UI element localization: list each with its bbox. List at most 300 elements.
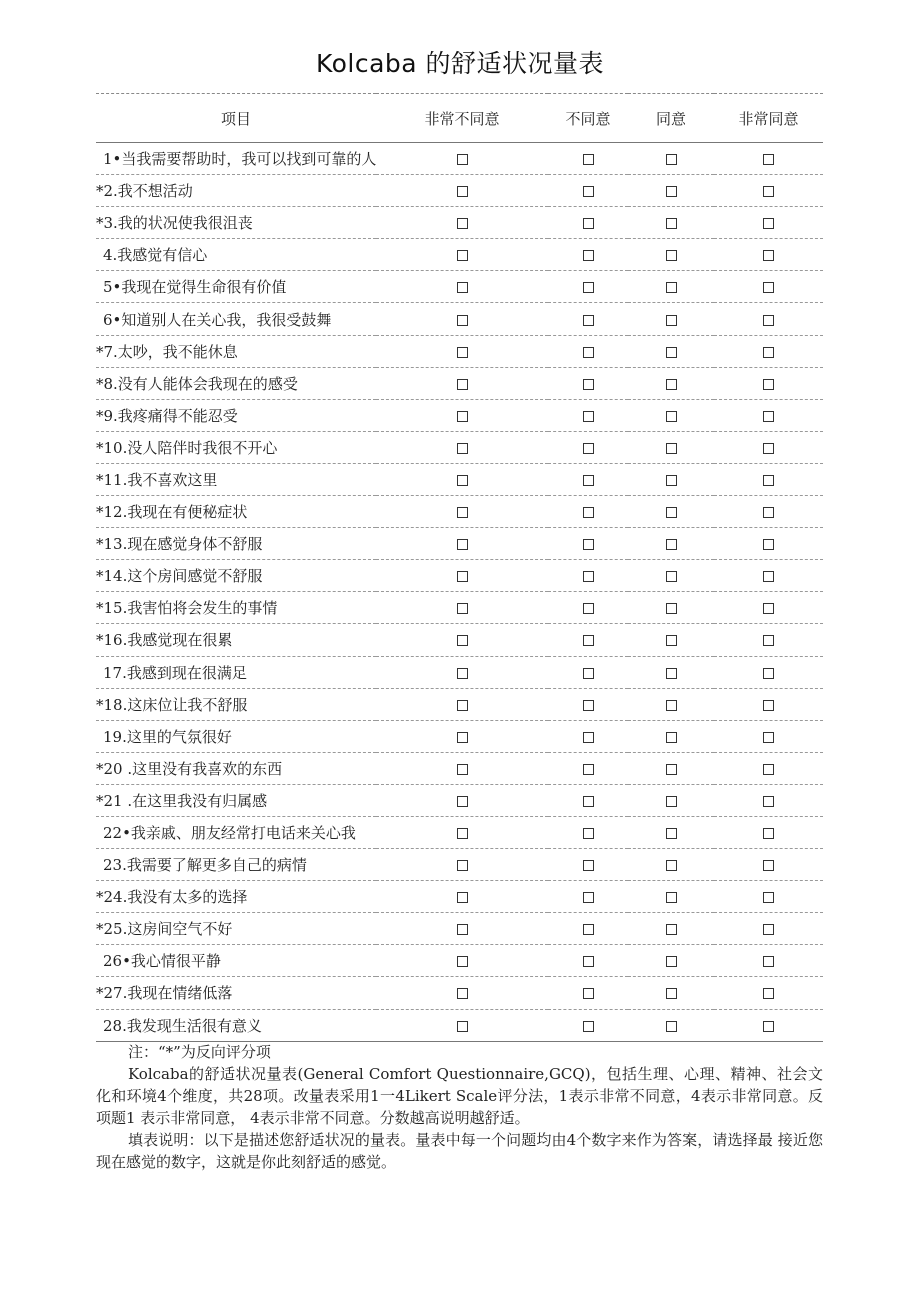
- checkbox-strongly-agree[interactable]: [763, 700, 774, 711]
- checkbox-disagree[interactable]: [583, 250, 594, 261]
- checkbox-strongly-disagree[interactable]: [457, 315, 468, 326]
- checkbox-agree[interactable]: [666, 635, 677, 646]
- item-label-cell: [96, 271, 376, 303]
- checkbox-strongly-disagree[interactable]: [457, 956, 468, 967]
- checkbox-strongly-disagree[interactable]: [457, 892, 468, 903]
- answer-cell-strongly-disagree: [376, 175, 548, 207]
- answer-cell-strongly-agree: [714, 1009, 823, 1041]
- answer-cell-strongly-agree: [714, 881, 823, 913]
- answer-cell-agree: [628, 688, 714, 720]
- checkbox-agree[interactable]: [666, 764, 677, 775]
- answer-cell-agree: [628, 624, 714, 656]
- checkbox-strongly-disagree[interactable]: [457, 282, 468, 293]
- reverse-scoring-note: 注：“*”为反向评分项: [128, 1043, 271, 1061]
- answer-cell-disagree: [548, 945, 628, 977]
- checkbox-agree[interactable]: [666, 571, 677, 582]
- answer-cell-strongly-agree: [714, 239, 823, 271]
- answer-cell-strongly-disagree: [376, 752, 548, 784]
- answer-cell-agree: [628, 656, 714, 688]
- item-label: *24.我没有太多的选择: [96, 888, 248, 907]
- answer-cell-agree: [628, 367, 714, 399]
- checkbox-disagree[interactable]: [583, 668, 594, 679]
- item-label: *2.我不想活动: [96, 182, 193, 201]
- answer-cell-strongly-disagree: [376, 367, 548, 399]
- checkbox-strongly-agree[interactable]: [763, 732, 774, 743]
- scale-description: Kolcaba的舒适状况量表(General Comfort Questionnaire,GCQ)，包括生理、心理、精神、社会文 化和环境4个维度，共28项。改量表采用1一4Likert Scale评分法，1表示非常不同意，4表示非常同意。反项题1 表示非常同意， 4表示非常不同意。分数越高说明越舒适。: [96, 1065, 823, 1127]
- answer-cell-agree: [628, 496, 714, 528]
- checkbox-strongly-disagree[interactable]: [457, 860, 468, 871]
- item-label-cell: [96, 560, 376, 592]
- checkbox-strongly-agree[interactable]: [763, 988, 774, 999]
- item-label: *12.我现在有便秘症状: [96, 503, 248, 522]
- item-label-cell: [96, 720, 376, 752]
- item-label: 5•我现在觉得生命很有价值: [103, 278, 287, 297]
- table-row: [96, 816, 823, 848]
- checkbox-disagree[interactable]: [583, 571, 594, 582]
- checkbox-disagree[interactable]: [583, 892, 594, 903]
- table-row: [96, 656, 823, 688]
- table-row: [96, 720, 823, 752]
- checkbox-strongly-disagree[interactable]: [457, 539, 468, 550]
- answer-cell-disagree: [548, 271, 628, 303]
- checkbox-strongly-agree[interactable]: [763, 860, 774, 871]
- checkbox-strongly-agree[interactable]: [763, 411, 774, 422]
- fill-instructions: 填表说明：以下是描述您舒适状况的量表。量表中每一个问题均由4个数字来作为答案，请选择最 接近您现在感觉的数字，这就是你此刻舒适的感觉。: [96, 1131, 823, 1171]
- checkbox-strongly-disagree[interactable]: [457, 603, 468, 614]
- checkbox-disagree[interactable]: [583, 475, 594, 486]
- checkbox-strongly-agree[interactable]: [763, 475, 774, 486]
- table-row: [96, 528, 823, 560]
- item-label-cell: [96, 303, 376, 335]
- table-header-row: [96, 94, 823, 143]
- item-label-cell: [96, 496, 376, 528]
- item-label-cell: [96, 175, 376, 207]
- checkbox-disagree[interactable]: [583, 700, 594, 711]
- answer-cell-disagree: [548, 528, 628, 560]
- checkbox-agree[interactable]: [666, 411, 677, 422]
- document-title: Kolcaba 的舒适状况量表: [315, 49, 605, 78]
- checkbox-strongly-disagree[interactable]: [457, 475, 468, 486]
- table-row: [96, 399, 823, 431]
- item-label-cell: [96, 1009, 376, 1041]
- checkbox-strongly-disagree[interactable]: [457, 186, 468, 197]
- table-row: [96, 1009, 823, 1041]
- item-label: 6•知道别人在关心我，我很受鼓舞: [103, 310, 332, 329]
- answer-cell-disagree: [548, 1009, 628, 1041]
- table-row: [96, 303, 823, 335]
- header-strongly-disagree: 非常不同意: [424, 109, 500, 128]
- checkbox-agree[interactable]: [666, 828, 677, 839]
- table-row: [96, 496, 823, 528]
- answer-cell-agree: [628, 143, 714, 175]
- item-label: *7.太吵，我不能休息: [96, 342, 238, 361]
- table-row: [96, 335, 823, 367]
- answer-cell-strongly-agree: [714, 431, 823, 463]
- checkbox-disagree[interactable]: [583, 154, 594, 165]
- checkbox-disagree[interactable]: [583, 603, 594, 614]
- checkbox-strongly-disagree[interactable]: [457, 668, 468, 679]
- answer-cell-agree: [628, 784, 714, 816]
- answer-cell-agree: [628, 335, 714, 367]
- answer-cell-agree: [628, 881, 714, 913]
- checkbox-strongly-disagree[interactable]: [457, 796, 468, 807]
- answer-cell-disagree: [548, 688, 628, 720]
- answer-cell-strongly-disagree: [376, 624, 548, 656]
- item-label-cell: [96, 367, 376, 399]
- answer-cell-strongly-agree: [714, 528, 823, 560]
- answer-cell-strongly-agree: [714, 496, 823, 528]
- answer-cell-strongly-agree: [714, 816, 823, 848]
- answer-cell-strongly-disagree: [376, 881, 548, 913]
- item-label-cell: [96, 528, 376, 560]
- checkbox-agree[interactable]: [666, 475, 677, 486]
- item-rows: [96, 143, 823, 1042]
- header-agree: 同意: [655, 109, 686, 128]
- checkbox-agree[interactable]: [666, 924, 677, 935]
- item-label: 4.我感觉有信心: [103, 246, 208, 265]
- answer-cell-agree: [628, 913, 714, 945]
- answer-cell-strongly-disagree: [376, 399, 548, 431]
- answer-cell-strongly-agree: [714, 335, 823, 367]
- answer-cell-disagree: [548, 175, 628, 207]
- answer-cell-strongly-agree: [714, 656, 823, 688]
- checkbox-strongly-disagree[interactable]: [457, 347, 468, 358]
- answer-cell-disagree: [548, 752, 628, 784]
- checkbox-disagree[interactable]: [583, 828, 594, 839]
- checkbox-strongly-disagree[interactable]: [457, 732, 468, 743]
- checkbox-strongly-disagree[interactable]: [457, 379, 468, 390]
- table-row: [96, 592, 823, 624]
- table-row: [96, 463, 823, 495]
- checkbox-strongly-agree[interactable]: [763, 154, 774, 165]
- table-row: [96, 367, 823, 399]
- answer-cell-strongly-agree: [714, 849, 823, 881]
- checkbox-disagree[interactable]: [583, 732, 594, 743]
- header-item: 项目: [220, 109, 251, 128]
- answer-cell-strongly-disagree: [376, 271, 548, 303]
- checkbox-disagree[interactable]: [583, 988, 594, 999]
- checkbox-strongly-agree[interactable]: [763, 571, 774, 582]
- checkbox-strongly-agree[interactable]: [763, 282, 774, 293]
- checkbox-agree[interactable]: [666, 860, 677, 871]
- checkbox-strongly-disagree[interactable]: [457, 154, 468, 165]
- answer-cell-strongly-agree: [714, 688, 823, 720]
- checkbox-disagree[interactable]: [583, 507, 594, 518]
- item-label: *13.现在感觉身体不舒服: [96, 535, 263, 554]
- answer-cell-disagree: [548, 399, 628, 431]
- table-row: [96, 849, 823, 881]
- checkbox-disagree[interactable]: [583, 1021, 594, 1032]
- table-row: [96, 431, 823, 463]
- item-label: *16.我感觉现在很累: [96, 631, 233, 650]
- checkbox-disagree[interactable]: [583, 796, 594, 807]
- answer-cell-agree: [628, 720, 714, 752]
- answer-cell-disagree: [548, 207, 628, 239]
- checkbox-agree[interactable]: [666, 443, 677, 454]
- checkbox-disagree[interactable]: [583, 443, 594, 454]
- item-label: *18.这床位让我不舒服: [96, 695, 248, 714]
- answer-cell-agree: [628, 528, 714, 560]
- answer-cell-disagree: [548, 303, 628, 335]
- checkbox-strongly-agree[interactable]: [763, 443, 774, 454]
- checkbox-strongly-agree[interactable]: [763, 924, 774, 935]
- notes: [96, 1041, 823, 1173]
- checkbox-strongly-agree[interactable]: [763, 796, 774, 807]
- answer-cell-strongly-agree: [714, 592, 823, 624]
- checkbox-disagree[interactable]: [583, 282, 594, 293]
- checkbox-strongly-agree[interactable]: [763, 507, 774, 518]
- answer-cell-strongly-agree: [714, 560, 823, 592]
- checkbox-strongly-disagree[interactable]: [457, 988, 468, 999]
- answer-cell-strongly-disagree: [376, 207, 548, 239]
- checkbox-strongly-agree[interactable]: [763, 668, 774, 679]
- answer-cell-strongly-agree: [714, 367, 823, 399]
- checkbox-strongly-disagree[interactable]: [457, 443, 468, 454]
- checkbox-agree[interactable]: [666, 539, 677, 550]
- answer-cell-strongly-disagree: [376, 913, 548, 945]
- checkbox-agree[interactable]: [666, 507, 677, 518]
- answer-cell-strongly-agree: [714, 271, 823, 303]
- answer-cell-disagree: [548, 335, 628, 367]
- item-label-cell: [96, 431, 376, 463]
- table-row: [96, 688, 823, 720]
- checkbox-agree[interactable]: [666, 700, 677, 711]
- checkbox-strongly-disagree[interactable]: [457, 635, 468, 646]
- answer-cell-strongly-disagree: [376, 528, 548, 560]
- checkbox-strongly-disagree[interactable]: [457, 218, 468, 229]
- answer-cell-strongly-disagree: [376, 816, 548, 848]
- answer-cell-agree: [628, 752, 714, 784]
- answer-cell-disagree: [548, 431, 628, 463]
- answer-cell-agree: [628, 207, 714, 239]
- checkbox-strongly-disagree[interactable]: [457, 411, 468, 422]
- answer-cell-strongly-agree: [714, 913, 823, 945]
- answer-cell-agree: [628, 849, 714, 881]
- answer-cell-agree: [628, 560, 714, 592]
- checkbox-strongly-agree[interactable]: [763, 764, 774, 775]
- table-row: [96, 752, 823, 784]
- item-label: 19.这里的气氛很好: [103, 727, 232, 746]
- item-label: 23.我需要了解更多自己的病情: [103, 856, 307, 875]
- answer-cell-agree: [628, 303, 714, 335]
- item-label-cell: [96, 849, 376, 881]
- item-label: *21 .在这里我没有归属感: [96, 791, 268, 810]
- checkbox-agree[interactable]: [666, 186, 677, 197]
- item-label-cell: [96, 881, 376, 913]
- answer-cell-strongly-disagree: [376, 335, 548, 367]
- checkbox-disagree[interactable]: [583, 635, 594, 646]
- checkbox-agree[interactable]: [666, 988, 677, 999]
- answer-cell-disagree: [548, 239, 628, 271]
- item-label: *11.我不喜欢这里: [96, 470, 218, 489]
- answer-cell-strongly-agree: [714, 207, 823, 239]
- checkbox-agree[interactable]: [666, 250, 677, 261]
- answer-cell-strongly-agree: [714, 303, 823, 335]
- checkbox-strongly-disagree[interactable]: [457, 250, 468, 261]
- answer-cell-strongly-agree: [714, 399, 823, 431]
- answer-cell-strongly-agree: [714, 463, 823, 495]
- answer-cell-disagree: [548, 816, 628, 848]
- answer-cell-agree: [628, 399, 714, 431]
- checkbox-strongly-disagree[interactable]: [457, 828, 468, 839]
- answer-cell-disagree: [548, 881, 628, 913]
- item-label-cell: [96, 945, 376, 977]
- checkbox-disagree[interactable]: [583, 764, 594, 775]
- answer-cell-strongly-agree: [714, 143, 823, 175]
- item-label-cell: [96, 688, 376, 720]
- answer-cell-strongly-disagree: [376, 720, 548, 752]
- checkbox-strongly-disagree[interactable]: [457, 764, 468, 775]
- answer-cell-strongly-disagree: [376, 945, 548, 977]
- answer-cell-disagree: [548, 560, 628, 592]
- answer-cell-strongly-agree: [714, 977, 823, 1009]
- answer-cell-agree: [628, 271, 714, 303]
- table-row: [96, 945, 823, 977]
- answer-cell-strongly-disagree: [376, 463, 548, 495]
- answer-cell-disagree: [548, 656, 628, 688]
- checkbox-strongly-agree[interactable]: [763, 828, 774, 839]
- item-label-cell: [96, 592, 376, 624]
- checkbox-strongly-disagree[interactable]: [457, 700, 468, 711]
- checkbox-disagree[interactable]: [583, 379, 594, 390]
- answer-cell-disagree: [548, 784, 628, 816]
- checkbox-disagree[interactable]: [583, 539, 594, 550]
- item-label-cell: [96, 239, 376, 271]
- answer-cell-disagree: [548, 592, 628, 624]
- item-label-cell: [96, 207, 376, 239]
- answer-cell-agree: [628, 816, 714, 848]
- answer-cell-disagree: [548, 496, 628, 528]
- checkbox-strongly-agree[interactable]: [763, 539, 774, 550]
- answer-cell-strongly-agree: [714, 624, 823, 656]
- header-disagree: 不同意: [565, 109, 611, 128]
- checkbox-agree[interactable]: [666, 218, 677, 229]
- answer-cell-strongly-disagree: [376, 849, 548, 881]
- checkbox-disagree[interactable]: [583, 860, 594, 871]
- checkbox-agree[interactable]: [666, 154, 677, 165]
- checkbox-strongly-agree[interactable]: [763, 250, 774, 261]
- item-label-cell: [96, 399, 376, 431]
- checkbox-agree[interactable]: [666, 732, 677, 743]
- item-label: 22•我亲戚、朋友经常打电话来关心我: [103, 824, 356, 843]
- checkbox-strongly-agree[interactable]: [763, 956, 774, 967]
- answer-cell-strongly-agree: [714, 720, 823, 752]
- checkbox-strongly-disagree[interactable]: [457, 924, 468, 935]
- checkbox-strongly-agree[interactable]: [763, 635, 774, 646]
- item-label: 1•当我需要帮助时，我可以找到可靠的人: [103, 150, 377, 169]
- item-label: *27.我现在情绪低落: [96, 984, 233, 1003]
- answer-cell-strongly-disagree: [376, 784, 548, 816]
- answer-cell-disagree: [548, 624, 628, 656]
- answer-cell-agree: [628, 463, 714, 495]
- checkbox-strongly-disagree[interactable]: [457, 1021, 468, 1032]
- item-label: *20 .这里没有我喜欢的东西: [96, 759, 283, 778]
- answer-cell-strongly-disagree: [376, 143, 548, 175]
- checkbox-disagree[interactable]: [583, 186, 594, 197]
- answer-cell-disagree: [548, 977, 628, 1009]
- answer-cell-strongly-disagree: [376, 431, 548, 463]
- table-row: [96, 913, 823, 945]
- item-label: 17.我感到现在很满足: [103, 663, 247, 682]
- checkbox-disagree[interactable]: [583, 956, 594, 967]
- checkbox-disagree[interactable]: [583, 924, 594, 935]
- checkbox-strongly-disagree[interactable]: [457, 507, 468, 518]
- table-row: [96, 271, 823, 303]
- checkbox-agree[interactable]: [666, 282, 677, 293]
- checkbox-disagree[interactable]: [583, 347, 594, 358]
- item-label-cell: [96, 913, 376, 945]
- checkbox-agree[interactable]: [666, 796, 677, 807]
- checkbox-strongly-agree[interactable]: [763, 379, 774, 390]
- checkbox-strongly-agree[interactable]: [763, 1021, 774, 1032]
- answer-cell-disagree: [548, 849, 628, 881]
- item-label: *9.我疼痛得不能忍受: [96, 406, 238, 425]
- answer-cell-disagree: [548, 913, 628, 945]
- item-label-cell: [96, 752, 376, 784]
- checkbox-strongly-agree[interactable]: [763, 892, 774, 903]
- answer-cell-disagree: [548, 143, 628, 175]
- item-label: 28.我发现生活很有意义: [103, 1016, 262, 1035]
- table-row: [96, 784, 823, 816]
- checkbox-agree[interactable]: [666, 315, 677, 326]
- checkbox-agree[interactable]: [666, 668, 677, 679]
- item-label: *10.没人陪伴时我很不开心: [96, 438, 278, 457]
- answer-cell-strongly-disagree: [376, 592, 548, 624]
- answer-cell-strongly-disagree: [376, 1009, 548, 1041]
- answer-cell-strongly-disagree: [376, 656, 548, 688]
- answer-cell-agree: [628, 945, 714, 977]
- checkbox-strongly-disagree[interactable]: [457, 571, 468, 582]
- item-label-cell: [96, 143, 376, 175]
- answer-cell-disagree: [548, 367, 628, 399]
- item-label-cell: [96, 656, 376, 688]
- table-row: [96, 624, 823, 656]
- checkbox-agree[interactable]: [666, 603, 677, 614]
- checkbox-strongly-agree[interactable]: [763, 186, 774, 197]
- checkbox-disagree[interactable]: [583, 411, 594, 422]
- checkbox-disagree[interactable]: [583, 315, 594, 326]
- item-label-cell: [96, 463, 376, 495]
- answer-cell-agree: [628, 239, 714, 271]
- table-row: [96, 175, 823, 207]
- answer-cell-disagree: [548, 720, 628, 752]
- answer-cell-strongly-agree: [714, 752, 823, 784]
- item-label: *14.这个房间感觉不舒服: [96, 567, 263, 586]
- item-label: *8.没有人能体会我现在的感受: [96, 374, 298, 393]
- checkbox-agree[interactable]: [666, 892, 677, 903]
- item-label-cell: [96, 335, 376, 367]
- checkbox-disagree[interactable]: [583, 218, 594, 229]
- answer-cell-strongly-disagree: [376, 496, 548, 528]
- table-row: [96, 143, 823, 175]
- checkbox-strongly-agree[interactable]: [763, 315, 774, 326]
- checkbox-agree[interactable]: [666, 379, 677, 390]
- checkbox-strongly-agree[interactable]: [763, 218, 774, 229]
- item-label-cell: [96, 624, 376, 656]
- checkbox-agree[interactable]: [666, 347, 677, 358]
- checkbox-strongly-agree[interactable]: [763, 603, 774, 614]
- item-label-cell: [96, 784, 376, 816]
- answer-cell-strongly-disagree: [376, 977, 548, 1009]
- item-label: *15.我害怕将会发生的事情: [96, 599, 278, 618]
- answer-cell-disagree: [548, 463, 628, 495]
- checkbox-strongly-agree[interactable]: [763, 347, 774, 358]
- table-row: [96, 239, 823, 271]
- answer-cell-strongly-disagree: [376, 560, 548, 592]
- answer-cell-agree: [628, 175, 714, 207]
- checkbox-agree[interactable]: [666, 1021, 677, 1032]
- checkbox-agree[interactable]: [666, 956, 677, 967]
